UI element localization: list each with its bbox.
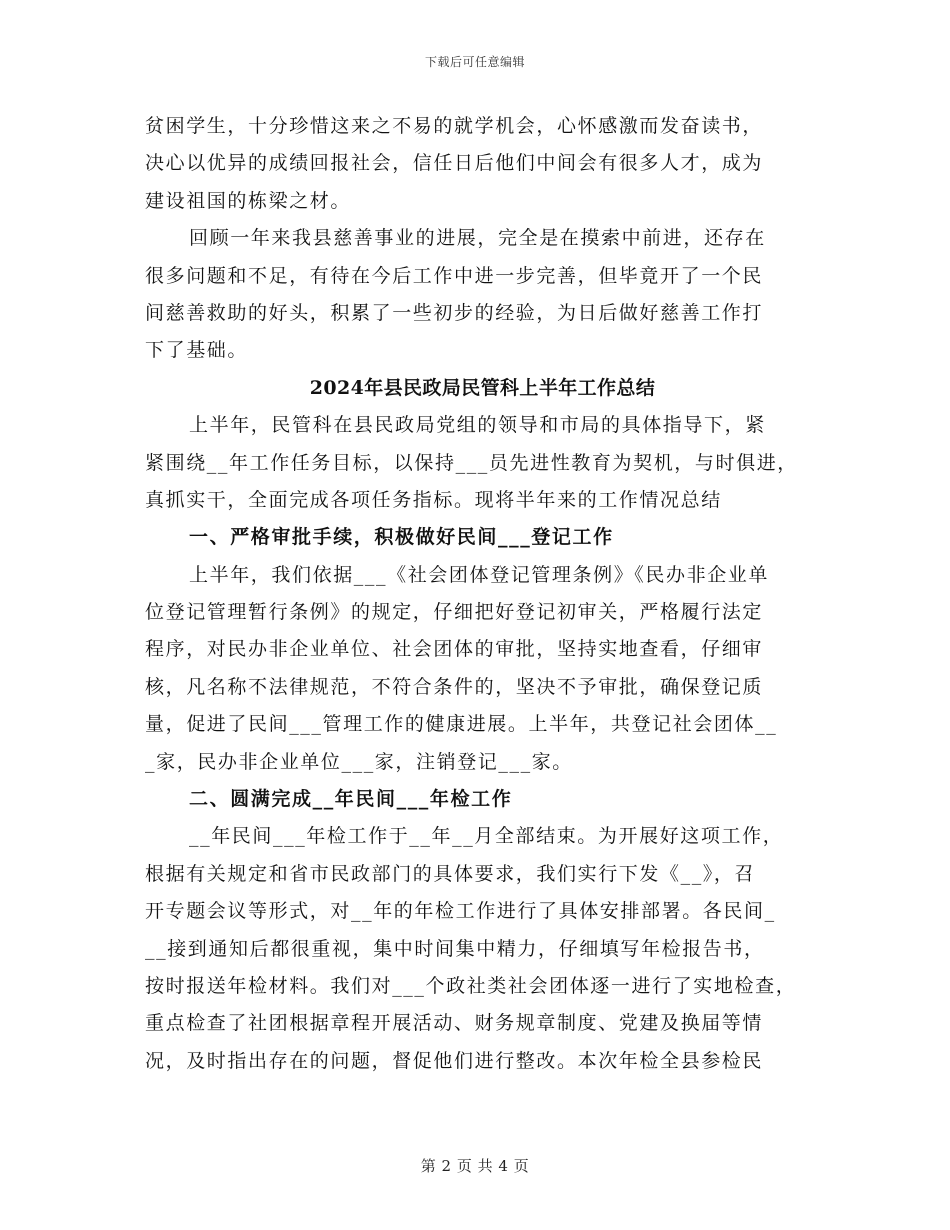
text-line: 上半年，民管科在县民政局党组的领导和市局的具体指导下，紧 [189, 414, 766, 437]
text-line: 开专题会议等形式，对__年的年检工作进行了具体安排部署。各民间_ [145, 900, 776, 923]
page-header: 下载后可任意编辑 [424, 55, 525, 69]
text-line: 回顾一年来我县慈善事业的进展，完全是在摸索中前进，还存在 [189, 227, 766, 250]
text-line: __年民间___年检工作于__年__月全部结束。为开展好这项工作， [189, 825, 784, 848]
text-line: 上半年，我们依据___《社会团体登记管理条例》《民办非企业单 [189, 563, 770, 586]
text-line: 真抓实干，全面完成各项任务指标。现将半年来的工作情况总结 [145, 488, 722, 511]
text-line: 很多问题和不足，有待在今后工作中进一步完善，但毕竟开了一个民 [145, 264, 764, 287]
text-line: 按时报送年检材料。我们对___个政社类社会团体逐一进行了实地检查， [145, 974, 797, 997]
text-line: 量，促进了民间___管理工作的健康进展。上半年，共登记社会团体__ [145, 713, 778, 736]
text-line: 建设祖国的栋梁之材。 [145, 189, 352, 212]
text-line: 重点检查了社团根据章程开展活动、财务规章制度、党建及换届等情 [145, 1012, 764, 1035]
text-line: 贫困学生，十分珍惜这来之不易的就学机会，心怀感激而发奋读书， [145, 115, 764, 137]
section-heading: 二、圆满完成__年民间___年检工作 [189, 788, 513, 811]
section-heading: 一、严格审批手续，积极做好民间___登记工作 [189, 526, 614, 549]
text-line: 根据有关规定和省市民政部门的具体要求，我们实行下发《__》，召 [145, 862, 756, 885]
text-line: 间慈善救助的好头，积累了一些初步的经验，为日后做好慈善工作打 [145, 301, 764, 324]
text-line: 核，凡名称不法律规范，不符合条件的，坚决不予审批，确保登记质 [145, 675, 764, 698]
document-body [145, 108, 820, 1080]
text-line: 下了基础。 [145, 339, 249, 362]
text-line: 位登记管理暂行条例》的规定，仔细把好登记初审关，严格履行法定 [145, 601, 764, 624]
text-line: 紧围绕__年工作任务目标，以保持___员先进性教育为契机，与时俱进， [145, 451, 798, 474]
page-number: 第 2 页 共 4 页 [420, 1157, 530, 1175]
text-line: 程序，对民办非企业单位、社会团体的审批，坚持实地查看，仔细审 [145, 638, 764, 661]
text-line: 况，及时指出存在的问题，督促他们进行整改。本次年检全县参检民 [145, 1049, 764, 1072]
text-line: __接到通知后都很重视，集中时间集中精力，仔细填写年检报告书， [145, 937, 765, 960]
document-title: 2024年县民政局民管科上半年工作总结 [309, 376, 656, 399]
text-line: 决心以优异的成绩回报社会，信任日后他们中间会有很多人才，成为 [145, 152, 764, 175]
text-line: _家，民办非企业单位___家，注销登记___家。 [145, 750, 573, 773]
